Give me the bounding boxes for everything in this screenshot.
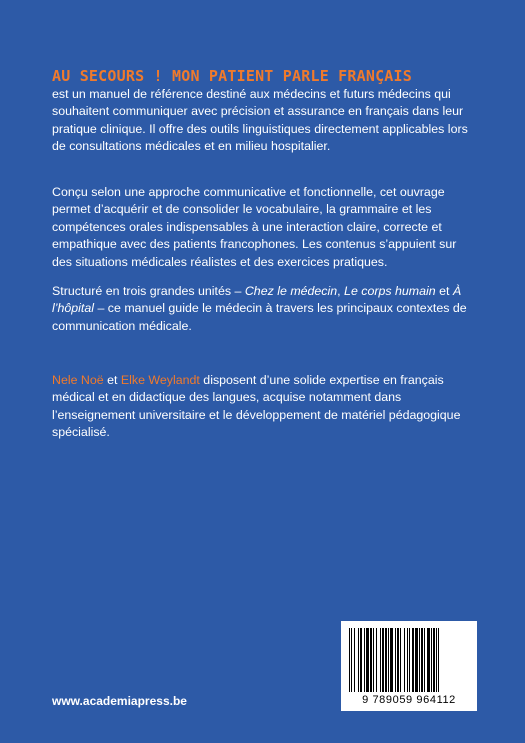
barcode-bar: [412, 628, 414, 692]
authors-and: et: [103, 373, 121, 387]
p3-intro: Structuré en trois grandes unités –: [52, 284, 245, 298]
barcode-bar: [415, 628, 418, 692]
barcode-bars: [349, 628, 469, 692]
barcode-bar: [360, 628, 362, 692]
description-paragraph-1: [52, 86, 472, 156]
p3-sep2: et: [435, 284, 453, 298]
barcode-bar: [431, 628, 432, 692]
barcode-bar: [366, 628, 369, 692]
isbn-number: 9 789059 964112: [362, 694, 456, 706]
barcode-bar: [436, 628, 437, 692]
barcode-bar: [382, 628, 384, 692]
unit-3-title: À l’hôpital: [52, 284, 462, 316]
barcode-bar: [373, 628, 374, 692]
barcode-bar: [370, 628, 372, 692]
author-1-name: Nele Noë: [52, 373, 104, 387]
barcode-bar: [358, 628, 359, 692]
barcode-bar: [404, 628, 405, 692]
publisher-website: www.academiapress.be: [52, 694, 187, 708]
p3-outro: – ce manuel guide le médecin à travers les principaux contextes de communication médicale.: [52, 301, 467, 333]
description-paragraph-3: [52, 283, 472, 335]
isbn-barcode: [341, 621, 477, 711]
unit-2-title: Le corps humain: [344, 284, 436, 298]
barcode-bar: [409, 628, 410, 692]
p3-sep1: ,: [337, 284, 345, 298]
barcode-bar: [438, 628, 439, 692]
barcode-bar: [349, 628, 350, 692]
barcode-bar: [400, 628, 401, 692]
barcode-bar: [427, 628, 430, 692]
barcode-bar: [351, 628, 352, 692]
barcode-bar: [376, 628, 377, 692]
p1-text: est un manuel de référence destiné aux médecins et futurs médecins qui souhaitent communiquer avec précision et assurance en français dans leur pratique clinique. Il offre des outils linguistiques directement applicables lors de consultations médicales et en milieu hospitalier.: [52, 87, 468, 154]
unit-1-title: Chez le médecin: [244, 284, 338, 298]
barcode-bar: [407, 628, 408, 692]
barcode-bar: [364, 628, 365, 692]
book-title: AU SECOURS ! MON PATIENT PARLE FRANÇAIS: [52, 67, 412, 85]
barcode-bar: [395, 628, 396, 692]
barcode-bar: [424, 628, 425, 692]
description-paragraph-2: Conçu selon une approche communicative et fonctionnelle, cet ouvrage permet d’acquérir et de consolider le vocabulaire, la grammaire et les compétences orales indispensables à une interaction claire, correcte et empathique avec des patients francophones. Les contenus s’appuient sur des situations médicales réalistes et des exercices pratiques.: [52, 185, 457, 269]
barcode-bar: [390, 628, 393, 692]
barcode-bar: [421, 628, 423, 692]
barcode-bar: [354, 628, 355, 692]
barcode-bar: [385, 628, 387, 692]
author-2-name: Elke Weylandt: [120, 373, 200, 387]
barcode-bar: [397, 628, 399, 692]
barcode-bar: [380, 628, 381, 692]
barcode-bar: [433, 628, 435, 692]
barcode-bar: [419, 628, 420, 692]
barcode-bar: [388, 628, 389, 692]
authors-paragraph: [52, 372, 472, 442]
authors-bio: disposent d’une solide expertise en français médical et en didactique des langues, acquise notamment dans l’enseignement universitaire et le développement de matériel pédagogique spécialisé.: [52, 373, 461, 440]
